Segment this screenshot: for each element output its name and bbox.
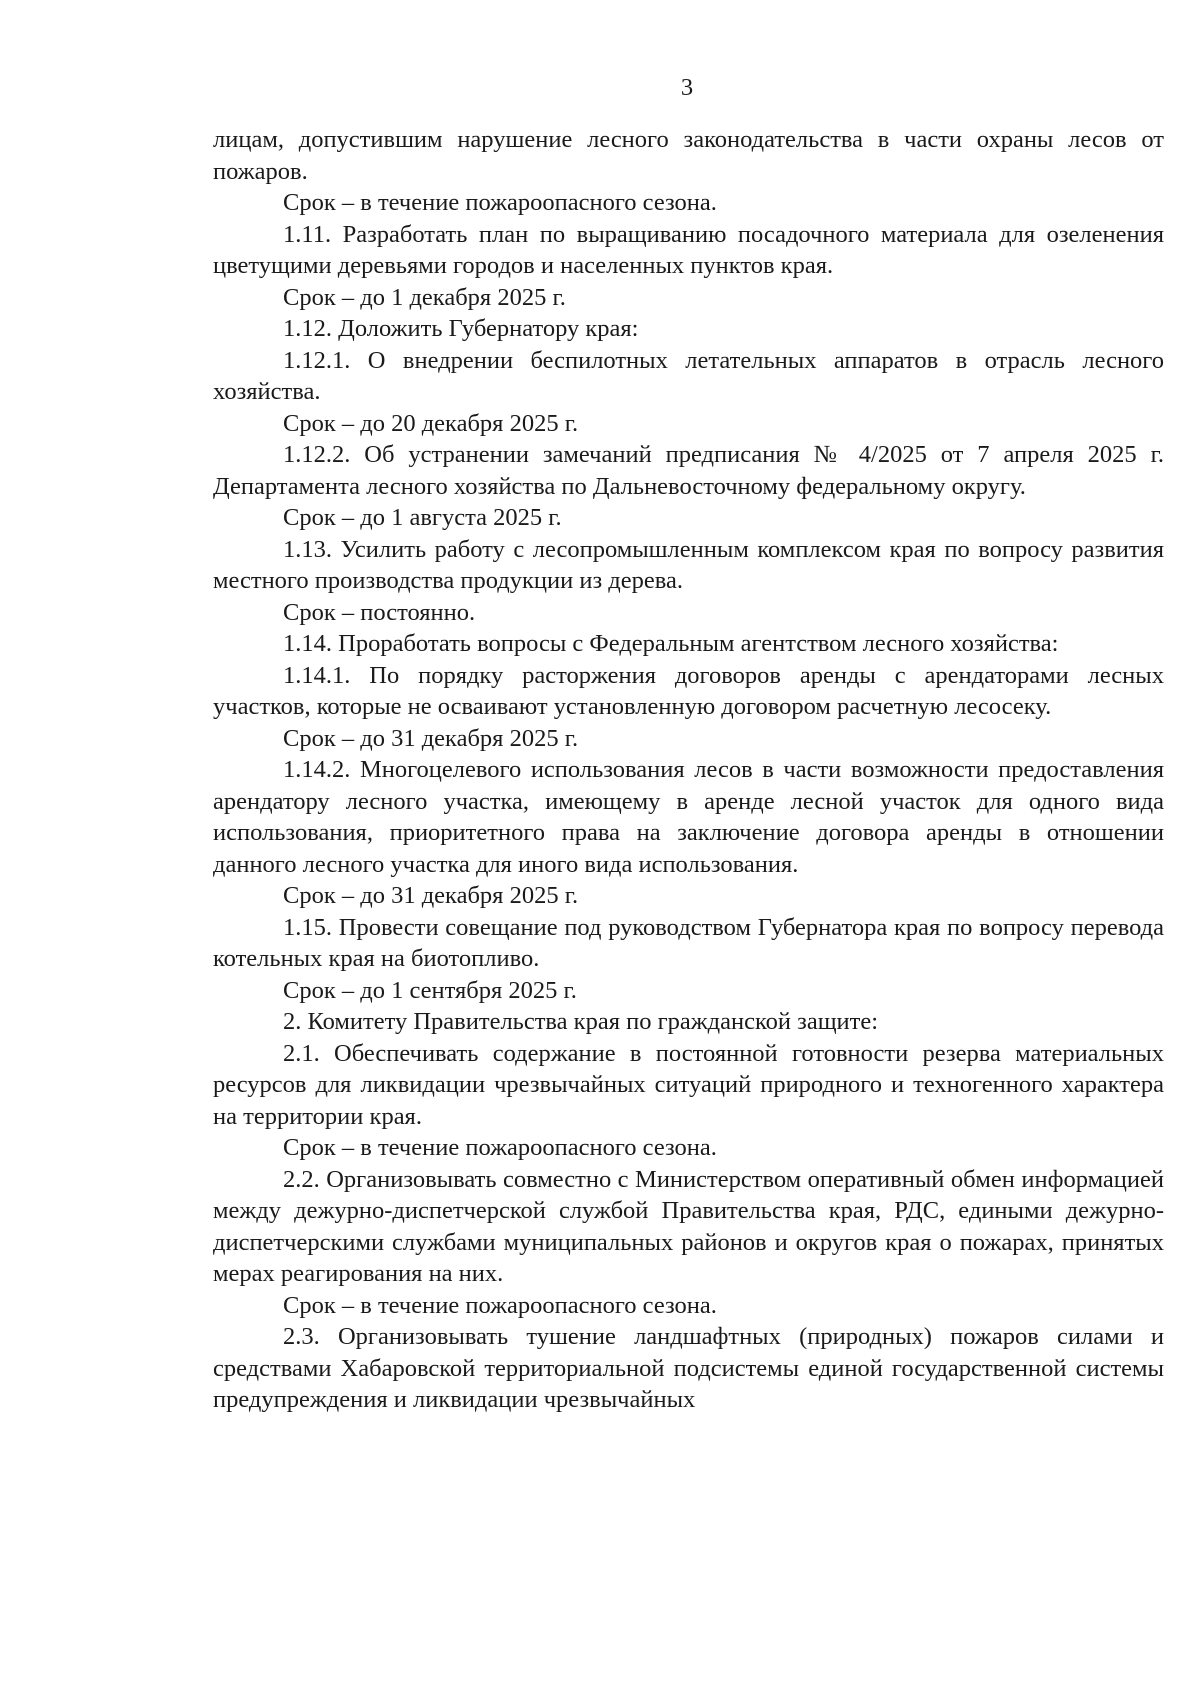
item-1-12: 1.12. Доложить Губернатору края: [283, 315, 639, 342]
document-body [213, 124, 1164, 1416]
deadline-line: Срок – до 1 декабря 2025 г. [283, 283, 566, 311]
deadline-line: Срок – в течение пожароопасного сезона. [283, 1291, 717, 1319]
deadline-line: Срок – в течение пожароопасного сезона. [283, 1134, 717, 1161]
deadline-line: Срок – до 31 декабря 2025 г. [283, 724, 579, 752]
item-1-12-1: 1.12.1. О внедрении беспилотных летательных аппаратов в отрасль лесного хозяйства. [213, 346, 1164, 405]
item-2: 2. Комитету Правительства края по гражданской защите: [283, 1008, 879, 1035]
item-1-14: 1.14. Проработать вопросы с Федеральным агентством лесного хозяйства: [283, 630, 1059, 657]
deadline-line: Срок – постоянно. [283, 598, 476, 626]
item-1-12-2: 1.12.2. Об устранении замечаний предписания № 4/2025 от 7 апреля 2025 г. Департамента лесного хозяйства по Дальневосточному федеральному округу. [213, 441, 1164, 500]
deadline-line: Срок – до 31 декабря 2025 г. [283, 882, 579, 909]
paragraph-continuation: лицам, допустившим нарушение лесного законодательства в части охраны лесов от пожаров. [213, 126, 1164, 185]
item-1-15: 1.15. Провести совещание под руководством Губернатора края по вопросу перевода котельных края на биотопливо. [213, 913, 1164, 972]
item-2-3: 2.3. Организовывать тушение ландшафтных (природных) пожаров силами и средствами Хабаровской территориальной подсистемы единой государственной системы предупреждения и ликвидации чрезвычайных [213, 1323, 1164, 1413]
item-1-13: 1.13. Усилить работу с лесопромышленным комплексом края по вопросу развития местного производства продукции из дерева. [213, 535, 1164, 594]
item-1-11: 1.11. Разработать план по выращиванию посадочного материала для озеленения цветущими деревьями городов и населенных пунктов края. [213, 220, 1164, 279]
deadline-line: Срок – до 20 декабря 2025 г. [283, 409, 579, 437]
item-1-14-2: 1.14.2. Многоцелевого использования лесов в части возможности предоставления арендатору лесного участка, имеющему в аренде лесной участок для одного вида использования, приоритетного права на заключение договора аренды в отношении данного лесного участка для иного вида использования. [213, 756, 1164, 878]
item-2-1: 2.1. Обеспечивать содержание в постоянной готовности резерва материальных ресурсов для ликвидации чрезвычайных ситуаций природного и техногенного характера на территории края. [213, 1039, 1164, 1130]
deadline-line: Срок – до 1 сентября 2025 г. [283, 976, 577, 1004]
deadline-line: Срок – до 1 августа 2025 г. [283, 504, 562, 531]
item-2-2: 2.2. Организовывать совместно с Министерством оперативный обмен информацией между дежурно-диспетчерской службой Правительства края, РДС, едиными дежурно-диспетчерскими службами муниципальных районов и округов края о пожарах, принятых мерах реагирования на них. [213, 1165, 1164, 1287]
item-1-14-1: 1.14.1. По порядку расторжения договоров аренды с арендаторами лесных участков, которые не осваивают установленную договором расчетную лесосеку. [213, 661, 1164, 720]
deadline-line: Срок – в течение пожароопасного сезона. [283, 189, 717, 216]
page-number: 3 [680, 74, 694, 101]
